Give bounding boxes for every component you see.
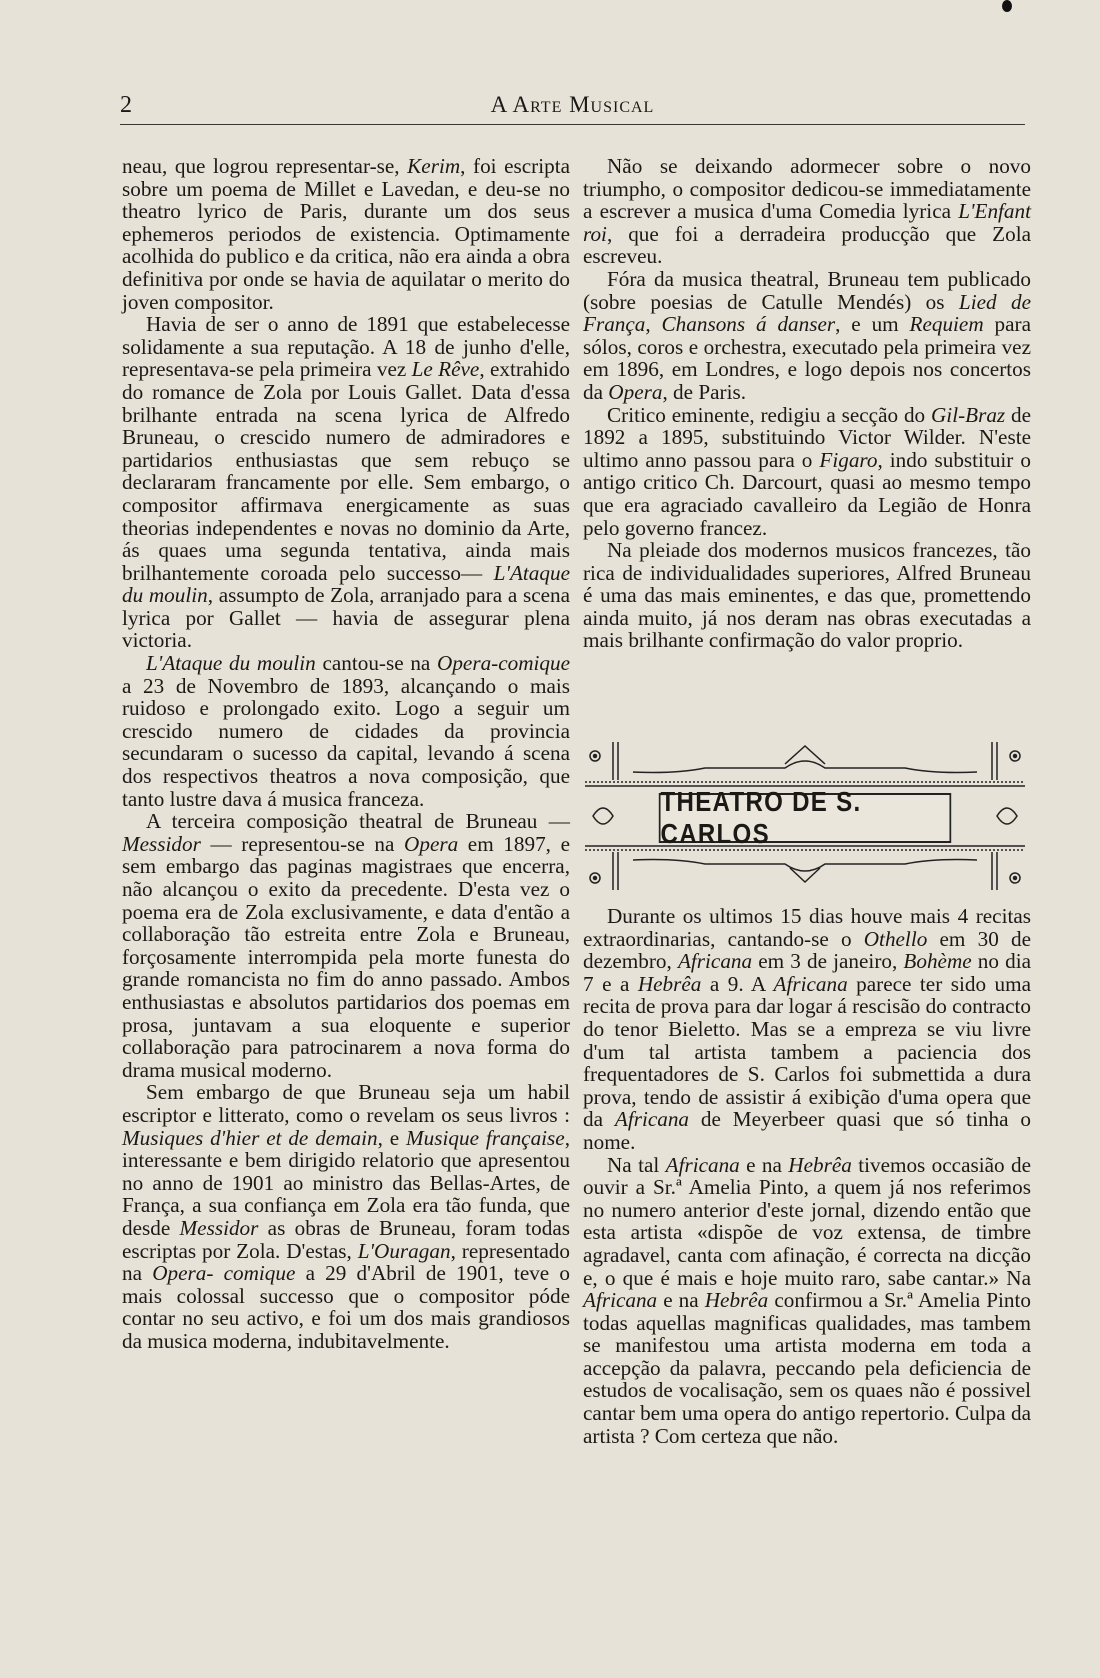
paragraph: Sem embargo de que Bruneau seja um habil escriptor e litterato, como o revelam os seus livros : Musiques d'hier et de demain, e Musique française, interessante e bem dirigido relatorio que apresentou no anno de 1901 ao ministro das Bellas-Artes, de França, a sua confiança em Zola era tão funda, que desde Messidor as obras de Bruneau, foram todas escriptas por Zola. D'estas, L'Ouragan, representado na Opera- comique a 29 d'Abril de 1901, teve o mais colossal successo que o compositor póde contar no seu activo, e foi um dos mais grandiosos da musica moderna, indubitavelmente. [122, 1080, 571, 1353]
paragraph: L'Ataque du moulin cantou-se na Opera-comique a 23 de Novembro de 1893, alcançando o mais ruidoso e prolongado exito. Logo a seguir um crescido numero de cidades da provincia secundaram o sucesso da capital, levando á scena dos respectivos theatros a nova composição, que tanto lustre dava á musica franceza. [122, 651, 571, 811]
paragraph: Havia de ser o anno de 1891 que estabelecesse solidamente a sua reputação. A 18 de junho d'elle, representava-se pela primeira vez Le Rêve, extrahido do romance de Zola por Louis Gallet. Data d'essa brilhante entrada na scena lyrica de Alfredo Bruneau, o crescido numero de admiradores e partidarios enthusiastas que sem rebuço se declararam francamente por elle. Sem embargo, o compositor affirmava energicamente as suas theorias independentes e novas no dominio da Arte, ás quaes uma segunda tentativa, ainda mais brilhantemente coroada pelo successo— L'Ataque du moulin, assumpto de Zola, arranjado para a scena lyrica por Gallet — havia de assegurar plena victoria. [122, 312, 570, 653]
paragraph: Não se deixando adormecer sobre o novo triumpho, o compositor dedicou-se immediatamente a escrever a musica d'uma Comedia lyrica L'Enfant roi, que foi a derradeira producção que Zola escreveu. [583, 154, 1031, 269]
paragraph: A terceira composição theatral de Bruneau — Messidor — representou-se na Opera em 1897, e sem embargo das paginas magistraes que encerra, não alcançou o exito da precedente. D'esta vez o poema era de Zola exclusivamente, e data d'então a collaboração tão estreita entre Zola e Bruneau, forçosamente interrompida pela morte funesta do grande romancista no fim do anno passado. Ambos enthusiastas e absolutos partidarios dos poemas em prosa, juntavam a sua eloquente e superior collaboração para patrocinarem a nova forma do drama musical moderno. [122, 809, 570, 1082]
paragraph: Na tal Africana e na Hebrêa tivemos occasião de ouvir a Sr.ª Amelia Pinto, a quem já nos referimos no numero anterior d'este jornal, dizendo então que esta artista «dispõe de voz extensa, de timbre agradavel, canta com afinação, é correcta na dicção e, o que é mais e hoje muito raro, sabe cantar.» Na Africana e na Hebrêa confirmou a Sr.ª Amelia Pinto todas aquellas magnificas qualidades, mas tambem se manifestou uma artista moderna em toda a accepção da palavra, peccando pela deficiencia de estudos de vocalisação, sem os quaes não é possivel cantar bem uma opera do antigo repertorio. Culpa da artista ? Com certeza que não. [583, 1152, 1031, 1448]
paragraph: Durante os ultimos 15 dias houve mais 4 recitas extraordinarias, cantando-se o Othello em 30 de dezembro, Africana em 3 de janeiro, Bohème no dia 7 e a Hebrêa a 9. A Africana parece ter sido uma recita de prova para dar logar á rescisão do contracto do tenor Bieletto. Mas se a empreza se viu livre d'um tal artista tambem a paciencia dos frequentadores de S. Carlos foi submettida a dura prova, tendo de assistir á exibição d'uma opera que da Africana de Meyerbeer quasi que só tinha o nome. [583, 904, 1031, 1154]
page-number: 2 [120, 92, 132, 118]
paragraph: Critico eminente, redigiu a secção do Gil-Braz de 1892 a 1895, substituindo Victor Wilder. N'este ultimo anno passou para o Figaro, indo substituir o antigo critico Ch. Darcourt, quasi ao mesmo tempo que era agraciado cavalleiro da Legião de Honra pelo governo francez. [583, 402, 1032, 540]
running-title: A Arte Musical [490, 92, 655, 117]
paragraph: Fóra da musica theatral, Bruneau tem publicado (sobre poesias de Catulle Mendés) os Lied de França, Chansons á danser, e um Requiem para sólos, coros e orchestra, executado pela primeira vez em 1896, em Londres, e logo depois nos concertos da Opera, de Paris. [583, 266, 1031, 404]
left-column [122, 155, 570, 1352]
section-title: THEATRO DE S. CARLOS [659, 793, 951, 843]
paragraph: Na pleiade dos modernos musicos francezes, tão rica de individualidades superiores, Alfred Bruneau é uma das mais eminentes, e das que, promettendo ainda muito, já nos deram nas obras executadas a mais brilhante confirmação do valor proprio. [583, 538, 1031, 653]
section-banner [585, 740, 1025, 890]
ink-mark [1002, 0, 1012, 12]
running-header [120, 92, 1025, 125]
theatre-section-text [583, 905, 1031, 1447]
right-column [583, 155, 1031, 652]
paragraph: neau, que logrou representar-se, Kerim, foi escripta sobre um poema de Millet e Lavedan, e deu-se no theatro lyrico de Paris, durante um dos seus ephemeros periodos de existencia. Optimamente acolhida do publico e da critica, não era ainda a obra definitiva por onde se havia de aquilatar o merito do joven compositor. [122, 154, 570, 314]
